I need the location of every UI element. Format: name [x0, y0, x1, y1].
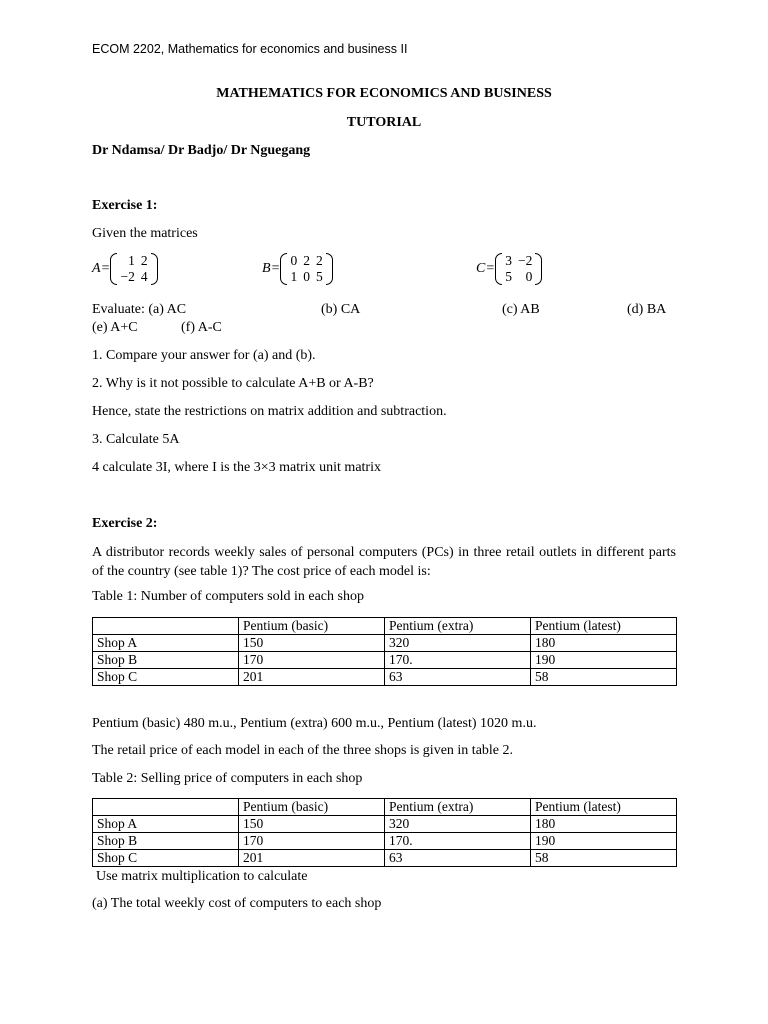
table-header-row — [93, 799, 677, 816]
table-cell: 180 — [531, 635, 677, 652]
question-1: 1. Compare your answer for (a) and (b). — [92, 348, 316, 363]
matrix-c-name: C — [476, 261, 486, 276]
table-cell: 180 — [531, 816, 677, 833]
table-header-cell — [93, 618, 239, 635]
evaluate-a: Evaluate: (a) AC — [92, 302, 187, 317]
table-cell: Shop C — [93, 669, 239, 686]
use-matrix-line: Use matrix multiplication to calculate — [96, 869, 308, 884]
evaluate-b: (b) CA — [321, 302, 361, 317]
table-cell: 201 — [239, 669, 385, 686]
document-subtitle: TUTORIAL — [346, 115, 422, 130]
matrix-c — [476, 253, 542, 285]
table-cell: 150 — [239, 635, 385, 652]
table-cell: 320 — [385, 635, 531, 652]
matrix-a-cell: −2 — [120, 269, 135, 284]
table-row — [93, 816, 677, 833]
matrix-b-cell: 5 — [315, 269, 323, 284]
evaluate-f: (f) A-C — [181, 320, 222, 335]
table-cell: 63 — [385, 669, 531, 686]
table-cell: 190 — [531, 652, 677, 669]
table-header-row — [93, 618, 677, 635]
table-row — [93, 850, 677, 867]
table-row — [93, 652, 677, 669]
table-row — [93, 833, 677, 850]
table-cell: 170 — [239, 652, 385, 669]
table-cell: 58 — [531, 669, 677, 686]
table-header-cell: Pentium (basic) — [239, 618, 385, 635]
table-cell: 190 — [531, 833, 677, 850]
question-a: (a) The total weekly cost of computers to each shop — [92, 896, 382, 911]
matrix-a-name: A — [92, 261, 101, 276]
matrix-c-cell: 3 — [505, 253, 512, 268]
matrix-b-bracket — [280, 253, 332, 285]
matrix-c-cell: −2 — [518, 253, 533, 268]
page-header: ECOM 2202, Mathematics for economics and business II — [92, 42, 408, 56]
table-header-cell: Pentium (latest) — [531, 618, 677, 635]
matrix-a-equals: = — [101, 261, 110, 276]
table1-caption: Table 1: Number of computers sold in each shop — [92, 589, 364, 604]
table-cell: Shop A — [93, 635, 239, 652]
table-cell: 150 — [239, 816, 385, 833]
exercise2-heading: Exercise 2: — [92, 516, 158, 531]
table2 — [92, 798, 677, 867]
question-2-followup: Hence, state the restrictions on matrix addition and subtraction. — [92, 404, 447, 419]
table-header-cell: Pentium (basic) — [239, 799, 385, 816]
matrix-c-equals: = — [486, 261, 495, 276]
question-2: 2. Why is it not possible to calculate A+B or A-B? — [92, 376, 374, 391]
exercise1-intro: Given the matrices — [92, 226, 198, 241]
table-cell: Shop A — [93, 816, 239, 833]
evaluate-e: (e) A+C — [92, 320, 138, 335]
matrix-b — [262, 253, 333, 285]
matrix-c-cell: 0 — [525, 269, 533, 284]
table-cell: 170. — [385, 833, 531, 850]
matrix-a-cell: 1 — [128, 253, 135, 268]
evaluate-c: (c) AB — [502, 302, 540, 317]
matrix-c-cell: 5 — [505, 269, 512, 284]
table-cell: Shop B — [93, 652, 239, 669]
matrix-a-cell: 2 — [140, 253, 148, 268]
matrix-a — [92, 253, 158, 285]
table-cell: 320 — [385, 816, 531, 833]
table-row — [93, 635, 677, 652]
table-cell: 170 — [239, 833, 385, 850]
exercise1-heading: Exercise 1: — [92, 198, 158, 213]
table-header-cell: Pentium (latest) — [531, 799, 677, 816]
matrix-c-bracket — [495, 253, 542, 285]
matrix-b-cell: 1 — [290, 269, 298, 284]
table-header-cell: Pentium (extra) — [385, 618, 531, 635]
question-3: 3. Calculate 5A — [92, 432, 180, 447]
table-header-cell: Pentium (extra) — [385, 799, 531, 816]
table1 — [92, 617, 677, 686]
document-title: MATHEMATICS FOR ECONOMICS AND BUSINESS — [216, 86, 552, 101]
table-cell: 201 — [239, 850, 385, 867]
question-4: 4 calculate 3I, where I is the 3×3 matrix unit matrix — [92, 460, 381, 475]
cost-price-line: Pentium (basic) 480 m.u., Pentium (extra) 600 m.u., Pentium (latest) 1020 m.u. — [92, 716, 537, 731]
authors: Dr Ndamsa/ Dr Badjo/ Dr Nguegang — [92, 143, 311, 158]
matrix-b-cell: 0 — [290, 253, 298, 268]
matrix-b-cell: 2 — [303, 253, 310, 268]
table-cell: Shop C — [93, 850, 239, 867]
evaluate-d: (d) BA — [627, 302, 667, 317]
table-cell: 58 — [531, 850, 677, 867]
matrix-a-cell: 4 — [140, 269, 148, 284]
table-header-cell — [93, 799, 239, 816]
matrix-b-name: B — [262, 261, 271, 276]
table2-caption: Table 2: Selling price of computers in each shop — [92, 771, 363, 786]
exercise2-intro: A distributor records weekly sales of personal computers (PCs) in three retail outlets in different parts of the country (see table 1)? The cost price of each model is: — [92, 545, 676, 579]
matrix-b-cell: 0 — [303, 269, 310, 284]
matrix-a-bracket — [110, 253, 157, 285]
matrix-b-equals: = — [271, 261, 280, 276]
table-cell: 63 — [385, 850, 531, 867]
retail-price-line: The retail price of each model in each of the three shops is given in table 2. — [92, 743, 514, 758]
table-row — [93, 669, 677, 686]
matrix-b-cell: 2 — [315, 253, 323, 268]
table-cell: Shop B — [93, 833, 239, 850]
table-cell: 170. — [385, 652, 531, 669]
